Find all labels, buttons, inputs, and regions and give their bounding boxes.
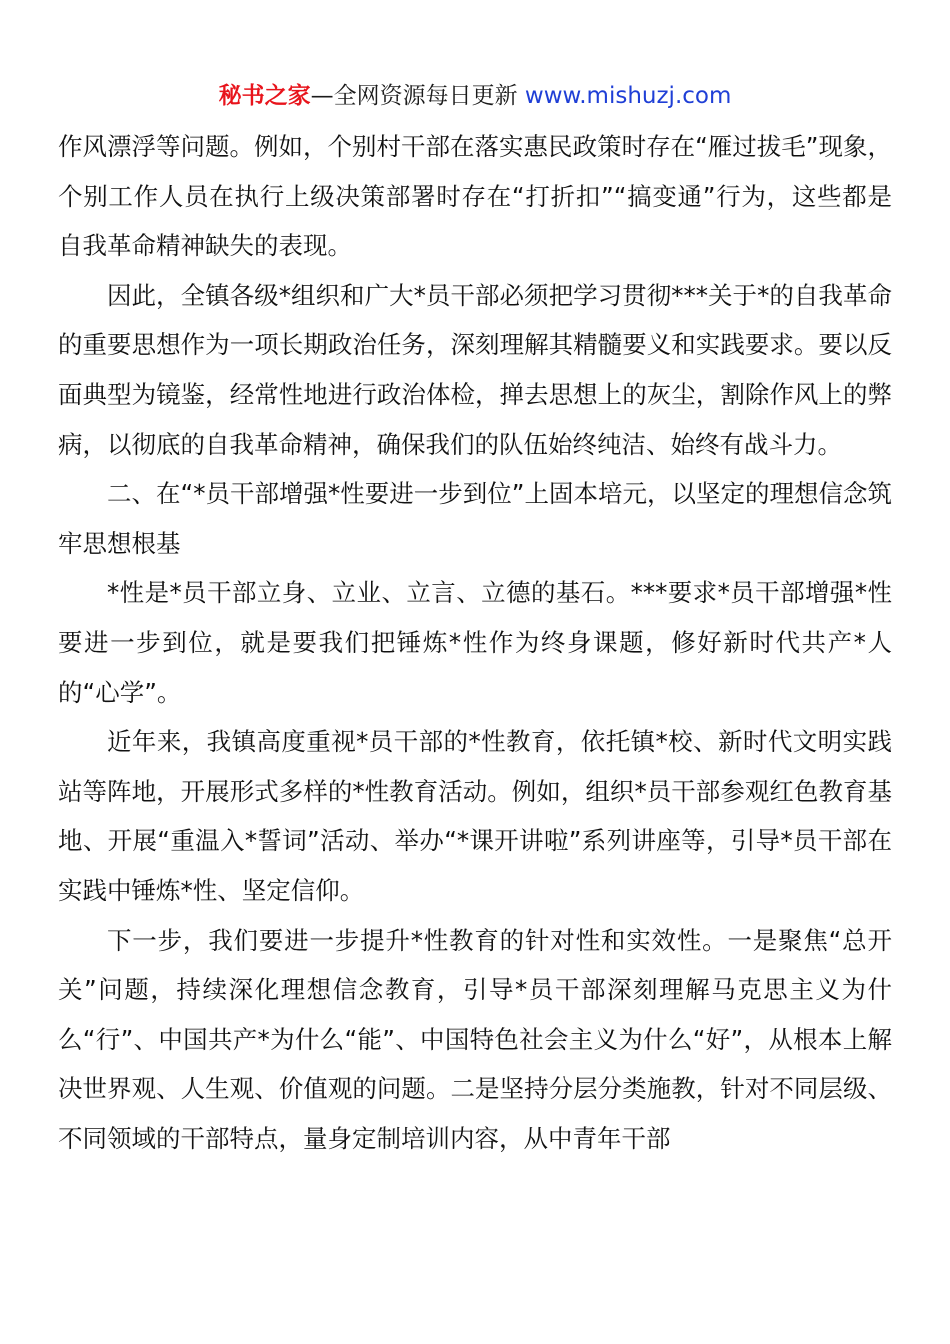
- paragraph: 近年来，我镇高度重视*员干部的*性教育，依托镇*校、新时代文明实践站等阵地，开展形式多样的*性教育活动。例如，组织*员干部参观红色教育基地、开展“重温入*誓词”活动、举办“*课开讲啦”系列讲座等，引导*员干部在实践中锤炼*性、坚定信仰。: [58, 727, 892, 905]
- paragraph: 因此，全镇各级*组织和广大*员干部必须把学习贯彻***关于*的自我革命的重要思想作为一项长期政治任务，深刻理解其精髓要义和实践要求。要以反面典型为镜鉴，经常性地进行政治体检，掸去思想上的灰尘，割除作风上的弊病，以彻底的自我革命精神，确保我们的队伍始终纯洁、始终有战斗力。: [58, 280, 892, 459]
- site-tagline: —全网资源每日更新: [310, 83, 518, 109]
- document-body: [58, 122, 892, 1163]
- site-url[interactable]: www.mishuzj.com: [524, 83, 732, 109]
- paragraph: *性是*员干部立身、立业、立言、立德的基石。***要求*员干部增强*性要进一步到位，就是要我们把锤炼*性作为终身课题，修好新时代共产*人的“心学”。: [58, 578, 892, 707]
- site-header: [0, 80, 950, 112]
- paragraph: 下一步，我们要进一步提升*性教育的针对性和实效性。一是聚焦“总开关”问题，持续深化理想信念教育，引导*员干部深刻理解马克思主义为什么“行”、中国共产*为什么“能”、中国特色社会主义为什么“好”，从根本上解决世界观、人生观、价值观的问题。二是坚持分层分类施教，针对不同层级、不同领域的干部特点，量身定制培训内容，从中青年干部: [58, 925, 892, 1153]
- paragraph: 作风漂浮等问题。例如，个别村干部在落实惠民政策时存在“雁过拔毛”现象，个别工作人员在执行上级决策部署时存在“打折扣”“搞变通”行为，这些都是自我革命精神缺失的表现。: [58, 132, 892, 261]
- section-heading: 二、在“*员干部增强*性要进一步到位”上固本培元，以坚定的理想信念筑牢思想根基: [58, 479, 892, 558]
- site-brand: 秘书之家: [218, 83, 311, 109]
